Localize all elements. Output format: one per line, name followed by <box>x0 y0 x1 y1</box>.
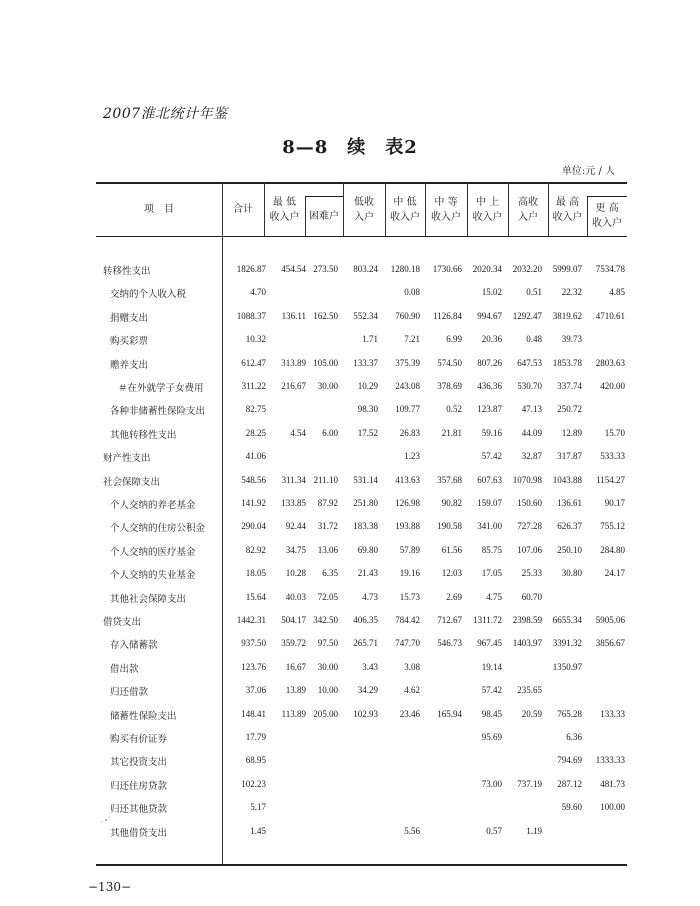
cell-value: 102.93 <box>353 708 378 719</box>
cell-value: 1070.98 <box>512 474 542 485</box>
cell-value: 40.03 <box>285 591 306 602</box>
cell-value: 1853.78 <box>552 357 582 368</box>
cell-value: 273.50 <box>313 264 338 274</box>
cell-value: 12.03 <box>441 568 462 579</box>
column-header-highest <box>548 195 587 225</box>
cell-value: 794.69 <box>557 755 582 766</box>
cell-value: 290.04 <box>241 521 266 532</box>
cell-value: 337.74 <box>557 381 582 391</box>
cell-value: 4.85 <box>609 287 625 298</box>
cell-value: 530.70 <box>517 381 542 391</box>
cell-value: 243.08 <box>395 381 420 391</box>
column-header-low <box>343 195 385 225</box>
cell-value: 712.67 <box>437 615 462 625</box>
cell-value: 30.80 <box>561 568 582 579</box>
cell-value: 612.47 <box>241 357 266 368</box>
cell-value: 5999.07 <box>552 264 582 274</box>
cell-value: 34.75 <box>285 544 306 555</box>
cell-value: 727.28 <box>517 521 542 532</box>
cell-value: 1088.37 <box>236 310 266 321</box>
cell-value: 1280.18 <box>390 264 420 274</box>
cell-value: 375.39 <box>395 357 420 368</box>
cell-value: 359.72 <box>281 638 306 649</box>
cell-value: 39.73 <box>561 334 582 345</box>
cell-value: 26.83 <box>399 427 420 438</box>
cell-value: 10.28 <box>285 568 306 579</box>
row-label: 财产性支出 <box>103 453 151 465</box>
cell-value: 21.43 <box>357 568 378 579</box>
row-label: 存入储蓄款 <box>110 640 158 652</box>
column-header-lower-middle <box>385 195 425 225</box>
cell-value: 765.28 <box>557 708 582 719</box>
cell-value: 23.46 <box>399 708 420 719</box>
cell-value: 90.82 <box>441 498 462 508</box>
cell-value: 30.00 <box>317 381 338 391</box>
row-label: 其它投资支出 <box>110 757 168 769</box>
cell-value: 159.07 <box>477 498 502 508</box>
cell-value: 3.08 <box>404 661 420 672</box>
cell-value: 2398.59 <box>512 615 542 625</box>
cell-value: 317.87 <box>557 451 582 462</box>
cell-value: 18.05 <box>245 568 266 579</box>
cell-value: 937.50 <box>241 638 266 649</box>
cell-value: 1.45 <box>250 825 266 836</box>
cell-value: 4.73 <box>362 591 378 602</box>
row-label: 其他转移性支出 <box>110 429 177 441</box>
cell-value: 287.12 <box>557 778 582 789</box>
cell-value: 95.69 <box>481 732 502 742</box>
row-label: 赡养支出 <box>110 359 149 371</box>
cell-value: 10.29 <box>357 381 378 391</box>
cell-value: 165.94 <box>437 708 462 719</box>
cell-value: 136.61 <box>557 498 582 508</box>
cell-value: 44.09 <box>521 427 542 438</box>
row-label: 归还借款 <box>110 687 149 699</box>
cell-value: 28.25 <box>245 427 266 438</box>
cell-value: 2.69 <box>446 591 462 602</box>
cell-value: 12.89 <box>561 427 582 438</box>
row-label: 个人交纳的医疗基金 <box>110 546 196 558</box>
cell-value: 1311.72 <box>473 615 502 625</box>
cell-value: 3856.67 <box>595 638 625 649</box>
column-header-hardship <box>305 209 343 224</box>
row-label: 个人交纳的养老基金 <box>110 500 196 511</box>
cell-value: 378.69 <box>437 381 462 391</box>
cell-value: 216.67 <box>281 381 306 391</box>
cell-value: 141.92 <box>241 498 266 508</box>
cell-value: 760.90 <box>395 310 420 321</box>
cell-value: 17.05 <box>481 568 502 579</box>
cell-value: 626.37 <box>557 521 582 532</box>
cell-value: 1730.66 <box>432 264 462 274</box>
cell-value: 113.89 <box>281 708 306 719</box>
cell-value: 32.87 <box>521 451 542 462</box>
cell-value: 148.41 <box>241 708 266 719</box>
cell-value: 284.80 <box>600 544 625 555</box>
cell-value: 109.77 <box>395 404 420 415</box>
cell-value: 0.52 <box>446 404 462 415</box>
cell-value: 193.88 <box>395 521 420 532</box>
cell-value: 100.00 <box>600 802 625 813</box>
cell-value: 3.43 <box>362 661 378 672</box>
cell-value: 994.67 <box>477 310 502 321</box>
column-header-line: 中 等 <box>434 196 458 208</box>
cell-value: 807.26 <box>477 357 502 368</box>
column-header-line: 最 低 <box>272 196 297 208</box>
cell-value: 13.89 <box>285 685 306 696</box>
cell-value: 546.73 <box>437 638 462 649</box>
cell-value: 454.54 <box>281 264 306 274</box>
cell-value: 123.76 <box>241 661 266 672</box>
column-header-line: 合计 <box>233 204 253 215</box>
cell-value: 17.52 <box>357 427 378 438</box>
cell-value: 235.65 <box>517 685 542 696</box>
cell-value: 803.24 <box>353 264 378 274</box>
cell-value: 5.17 <box>250 802 266 813</box>
cell-value: 533.33 <box>600 451 625 462</box>
cell-value: 57.42 <box>481 451 502 462</box>
cell-value: 10.32 <box>245 334 266 345</box>
column-header-even-higher <box>587 201 627 231</box>
cell-value: 102.23 <box>241 778 266 789</box>
cell-value: 16.67 <box>285 661 306 672</box>
cell-value: 105.00 <box>313 357 338 368</box>
column-header-upper-middle <box>467 195 508 225</box>
cell-value: 0.48 <box>526 334 542 345</box>
row-label: 借贷支出 <box>103 617 142 628</box>
cell-value: 251.80 <box>353 498 378 508</box>
cell-value: 250.72 <box>557 404 582 415</box>
cell-value: 82.92 <box>245 544 266 555</box>
cell-value: 98.45 <box>481 708 502 719</box>
cell-value: 311.34 <box>281 474 306 485</box>
cell-value: 31.72 <box>317 521 338 532</box>
column-header-item <box>96 202 222 217</box>
cell-value: 59.16 <box>481 427 502 438</box>
cell-value: 481.73 <box>600 778 625 789</box>
cell-value: 265.71 <box>353 638 378 649</box>
cell-value: 7534.78 <box>595 264 625 274</box>
column-header-lowest <box>264 195 305 225</box>
cell-value: 1.71 <box>362 334 378 345</box>
cell-value: 72.05 <box>317 591 338 602</box>
cell-value: 6655.34 <box>552 615 582 625</box>
cell-value: 7.21 <box>404 334 420 345</box>
table-title: 8—8 续 表2 <box>282 137 418 158</box>
cell-value: 183.38 <box>353 521 378 532</box>
row-label: 个人交纳的失业基金 <box>110 570 196 582</box>
cell-value: 548.56 <box>241 474 266 485</box>
column-header-line: 收入户 <box>431 211 461 223</box>
page-number: −130− <box>88 880 132 894</box>
cell-value: 133.85 <box>281 498 306 508</box>
cell-value: 205.00 <box>313 708 338 719</box>
cell-value: 6.36 <box>566 732 582 742</box>
cell-value: 82.75 <box>245 404 266 415</box>
cell-value: 15.70 <box>604 427 625 438</box>
cell-value: 19.14 <box>481 661 502 672</box>
cell-value: 126.98 <box>395 498 420 508</box>
row-label: 购买彩票 <box>110 336 149 348</box>
column-header-line: 困难户 <box>309 210 339 222</box>
column-header-total <box>222 202 264 217</box>
cell-value: 357.68 <box>437 474 462 485</box>
cell-value: 4.54 <box>290 427 306 438</box>
cell-value: 1442.31 <box>236 615 266 625</box>
row-label: 归还住房贷款 <box>110 780 168 792</box>
cell-value: 574.50 <box>437 357 462 368</box>
cell-value: 6.99 <box>446 334 462 345</box>
cell-value: 647.53 <box>517 357 542 368</box>
cell-value: 92.44 <box>285 521 306 532</box>
cell-value: 2032.20 <box>512 264 542 274</box>
cell-value: 47.13 <box>521 404 542 415</box>
cell-value: 552.34 <box>353 310 378 321</box>
cell-value: 59.60 <box>561 802 582 813</box>
cell-value: 20.59 <box>521 708 542 719</box>
cell-value: 607.63 <box>477 474 502 485</box>
cell-value: 25.33 <box>521 568 542 579</box>
cell-value: 162.50 <box>313 310 338 321</box>
cell-value: 504.17 <box>281 615 306 625</box>
cell-value: 123.87 <box>477 404 502 415</box>
column-header-line: 收入户 <box>592 218 622 229</box>
cell-value: 531.14 <box>353 474 378 485</box>
cell-value: 311.22 <box>241 381 266 391</box>
cell-value: 69.80 <box>357 544 378 555</box>
row-label: ＃在外就学子女费用 <box>118 383 204 394</box>
cell-value: 17.79 <box>245 732 266 742</box>
cell-value: 2803.63 <box>595 357 625 368</box>
column-header-line: 收入户 <box>552 211 583 223</box>
column-header-high <box>508 195 548 225</box>
stain-mark-icon <box>98 812 114 828</box>
cell-value: 15.64 <box>245 591 266 602</box>
cell-value: 1333.33 <box>595 755 625 766</box>
cell-value: 4.70 <box>250 287 266 298</box>
cell-value: 342.50 <box>313 615 338 625</box>
row-label: 借出款 <box>110 663 139 675</box>
cell-value: 34.29 <box>357 685 378 696</box>
cell-value: 41.06 <box>245 451 266 462</box>
cell-value: 61.56 <box>441 544 462 555</box>
cell-value: 313.89 <box>281 357 306 368</box>
column-header-line: 收入户 <box>269 211 300 223</box>
cell-value: 6.35 <box>322 568 338 579</box>
column-header-line: 入户 <box>354 211 374 223</box>
cell-value: 190.58 <box>437 521 462 532</box>
cell-value: 85.75 <box>481 544 502 555</box>
cell-value: 737.19 <box>517 778 542 789</box>
cell-value: 6.00 <box>322 427 338 438</box>
column-header-line: 收入户 <box>472 211 503 223</box>
cell-value: 22.32 <box>561 287 582 298</box>
yearbook-header: 2007淮北统计年鉴 <box>103 106 228 122</box>
cell-value: 250.10 <box>557 544 582 555</box>
cell-value: 1350.97 <box>552 661 582 672</box>
cell-value: 211.10 <box>313 474 338 485</box>
column-header-line: 中 低 <box>393 196 417 208</box>
cell-value: 0.51 <box>526 287 542 298</box>
cell-value: 755.12 <box>600 521 625 532</box>
column-header-line: 项 目 <box>144 204 174 215</box>
column-header-line: 收入户 <box>390 211 420 223</box>
cell-value: 20.36 <box>481 334 502 345</box>
cell-value: 150.60 <box>517 498 542 508</box>
cell-value: 4710.61 <box>595 310 625 321</box>
subheader-rule <box>305 196 343 197</box>
row-label: 捐赠支出 <box>110 312 149 324</box>
row-label: 储蓄性保险支出 <box>110 710 177 722</box>
cell-value: 133.33 <box>600 708 625 719</box>
cell-value: 341.00 <box>477 521 502 532</box>
cell-value: 37.06 <box>245 685 266 696</box>
cell-value: 1043.88 <box>552 474 582 485</box>
cell-value: 3391.32 <box>552 638 582 649</box>
cell-value: 13.06 <box>317 544 338 555</box>
cell-value: 1.23 <box>404 451 420 462</box>
cell-value: 68.95 <box>245 755 266 766</box>
cell-value: 133.37 <box>353 357 378 368</box>
column-header-middle <box>425 195 467 225</box>
header-rule <box>96 236 627 237</box>
column-header-line: 低收 <box>354 196 374 208</box>
subheader-rule <box>587 196 627 197</box>
cell-value: 1292.47 <box>512 310 542 321</box>
cell-value: 57.42 <box>481 685 502 696</box>
cell-value: 10.00 <box>317 685 338 696</box>
cell-value: 1126.84 <box>433 310 462 321</box>
row-label: 其他借贷支出 <box>110 827 168 839</box>
cell-value: 15.02 <box>481 287 502 298</box>
cell-value: 97.50 <box>317 638 338 649</box>
cell-value: 30.00 <box>317 661 338 672</box>
cell-value: 98.30 <box>357 404 378 415</box>
unit-label: 单位:元 / 人 <box>561 166 615 177</box>
cell-value: 3819.62 <box>552 310 582 321</box>
row-label: 转移性支出 <box>103 266 151 277</box>
cell-value: 1403.97 <box>512 638 542 649</box>
cell-value: 2020.34 <box>472 264 502 274</box>
cell-value: 90.17 <box>604 498 625 508</box>
cell-value: 4.75 <box>486 591 502 602</box>
cell-value: 136.11 <box>281 310 306 321</box>
cell-value: 4.62 <box>404 685 420 696</box>
row-label: 交纳的个人收入税 <box>110 289 187 301</box>
cell-value: 107.06 <box>517 544 542 555</box>
cell-value: 60.70 <box>521 591 542 602</box>
cell-value: 19.16 <box>399 568 420 579</box>
cell-value: 73.00 <box>481 778 502 789</box>
cell-value: 1154.27 <box>596 474 625 485</box>
column-header-line: 入户 <box>518 211 538 223</box>
row-label: 各种非储蓄性保险支出 <box>110 406 206 418</box>
bottom-rule <box>96 864 627 866</box>
cell-value: 57.89 <box>399 544 420 555</box>
cell-value: 24.17 <box>604 568 625 579</box>
cell-value: 5905.06 <box>595 615 625 625</box>
cell-value: 784.42 <box>395 615 420 625</box>
cell-value: 413.63 <box>395 474 420 485</box>
row-label: 其他社会保障支出 <box>110 593 187 605</box>
cell-value: 967.45 <box>477 638 502 649</box>
cell-value: 0.08 <box>404 287 420 298</box>
cell-value: 420.00 <box>600 381 625 391</box>
row-label: 个人交纳的住房公积金 <box>110 523 206 535</box>
row-label: 社会保障支出 <box>103 476 161 488</box>
row-label: 购买有价证券 <box>110 734 168 745</box>
cell-value: 0.57 <box>486 825 502 836</box>
cell-value: 87.92 <box>317 498 338 508</box>
cell-value: 406.35 <box>353 615 378 625</box>
column-header-line: 高收 <box>518 196 538 208</box>
column-header-line: 更 高 <box>595 203 619 214</box>
cell-value: 436.36 <box>477 381 502 391</box>
column-header-line: 中 上 <box>475 196 500 208</box>
column-header-line: 最 高 <box>555 196 580 208</box>
cell-value: 15.73 <box>399 591 420 602</box>
row-label: 归还其他贷款 <box>110 804 168 816</box>
cell-value: 5.56 <box>404 825 420 836</box>
cell-value: 21.81 <box>441 427 462 438</box>
cell-value: 747.70 <box>395 638 420 649</box>
cell-value: 1.19 <box>526 825 542 836</box>
cell-value: 1826.87 <box>236 264 266 274</box>
